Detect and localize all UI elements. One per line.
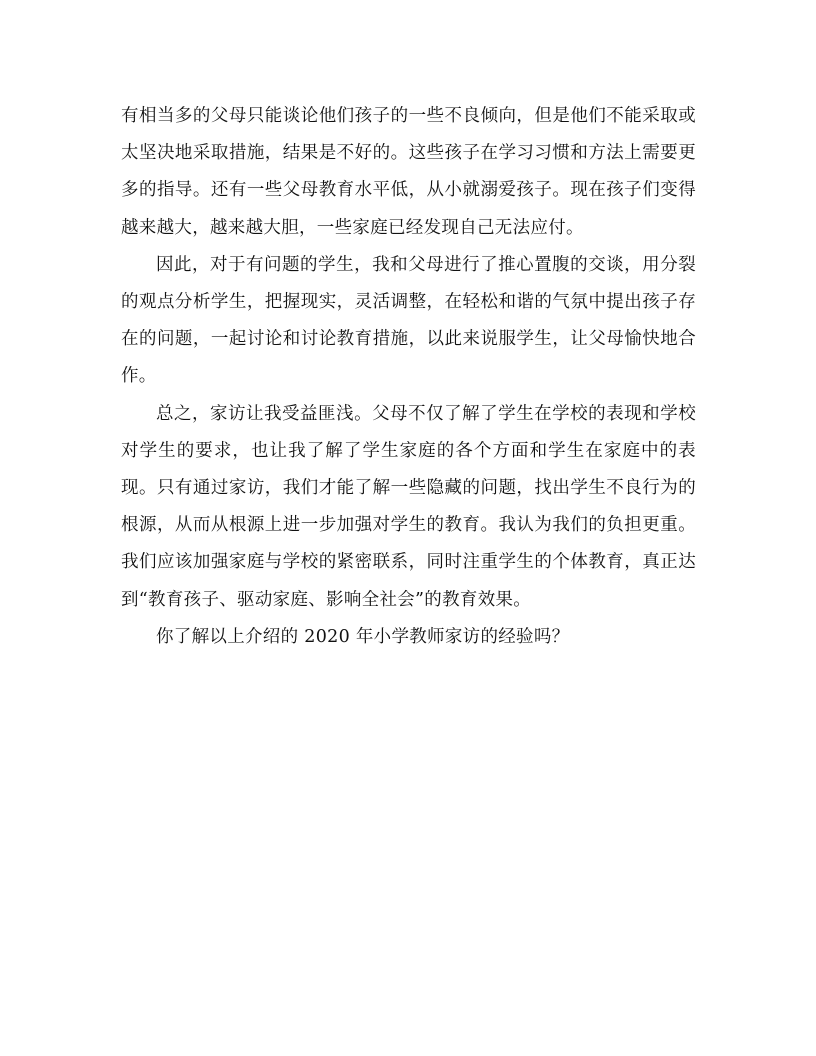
paragraph-closing-question: 你了解以上介绍的 2020 年小学教师家访的经验吗？ [156,626,570,647]
paragraph-continuation: 有相当多的父母只能谈论他们孩子的一些不良倾向，但是他们不能采取或太坚决地采取措施，结果是不好的。这些孩子在学习习惯和方法上需要更多的指导。还有一些父母教育水平低，从小就溺爱孩子。现在孩子们变得越来越大，越来越大胆，一些家庭已经发现自己无法应付。 [121,106,696,238]
paragraph-conclusion: 总之，家访让我受益匪浅。父母不仅了解了学生在学校的表现和学校对学生的要求，也让我了解了学生家庭的各个方面和学生在家庭中的表现。只有通过家访，我们才能了解一些隐藏的问题，找出学生不良行为的根源，从而从根源上进一步加强对学生的教育。我认为我们的负担更重。我们应该加强家庭与学校的紧密联系，同时注重学生的个体教育，真正达到“教育孩子、驱动家庭、影响全社会”的教育效果。 [121,403,696,610]
paragraph-approach: 因此，对于有问题的学生，我和父母进行了推心置腹的交谈，用分裂的观点分析学生，把握现实，灵活调整，在轻松和谐的气氛中提出孩子存在的问题，一起讨论和讨论教育措施，以此来说服学生，让父母愉快地合作。 [121,254,696,387]
document-body [121,98,696,656]
